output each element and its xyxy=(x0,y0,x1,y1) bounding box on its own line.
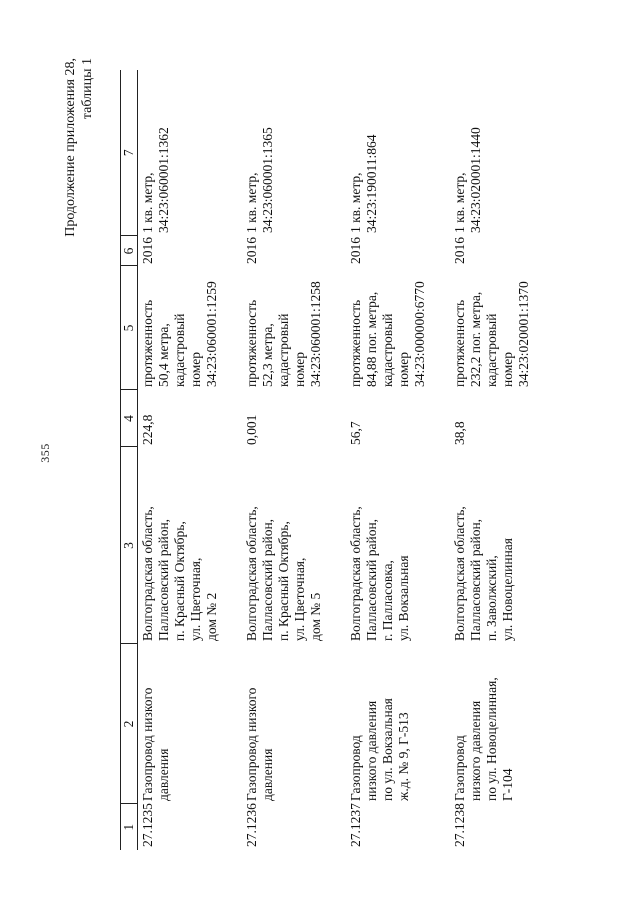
cell-line: ул. Цветочная, xyxy=(292,557,307,641)
cell-line: дом № 2 xyxy=(204,592,219,641)
cell-line: г. Палласовка, xyxy=(380,560,395,641)
year-cell: 2016 xyxy=(140,237,155,264)
land-plot-cell xyxy=(242,70,346,236)
cell-line: низкого давления xyxy=(468,700,483,801)
table-row xyxy=(346,70,450,850)
description-cell xyxy=(450,266,554,390)
cell-line: 50,4 метра, xyxy=(156,323,171,387)
cell-line: низкого давления xyxy=(364,700,379,801)
address-cell xyxy=(138,447,243,644)
cell-line: по ул. Новоцелинная, xyxy=(484,677,499,801)
row-number-cell: 27.1236 xyxy=(244,803,259,847)
cell-line: Волгоградская область, xyxy=(140,506,155,641)
column-header: 1 xyxy=(121,804,138,850)
cell-line: дом № 5 xyxy=(308,592,323,641)
cell-line: Волгоградская область, xyxy=(348,506,363,641)
area-cell: 56,7 xyxy=(348,421,363,445)
column-header: 3 xyxy=(121,447,138,644)
cell-line: номер xyxy=(292,351,307,387)
cell-line: п. Красный Октябрь, xyxy=(276,521,291,641)
area-cell: 38,8 xyxy=(452,421,467,445)
cell-line: Палласовский район, xyxy=(156,518,171,641)
cell-line: Газопровод xyxy=(348,735,363,801)
object-name-cell xyxy=(346,644,450,804)
address-cell xyxy=(450,447,554,644)
cell-line: кадастровый xyxy=(276,313,291,387)
row-number-cell: 27.1235 xyxy=(140,803,155,847)
cell-line: 34:23:060001:1362 xyxy=(156,127,171,233)
area-cell: 224,8 xyxy=(140,414,155,445)
object-name-cell xyxy=(138,644,243,804)
description-cell xyxy=(138,266,243,390)
cell-line: Палласовский район, xyxy=(468,518,483,641)
cell-line: ул. Новоцелинная xyxy=(500,537,515,641)
cell-line: 52,3 метра, xyxy=(260,323,275,387)
year-cell: 2016 xyxy=(244,237,259,264)
table-row xyxy=(242,70,346,850)
cell-line: Волгоградская область, xyxy=(244,506,259,641)
cell-line: 34:23:060001:1259 xyxy=(204,281,219,387)
cell-line: 34:23:020001:1370 xyxy=(516,281,531,387)
row-number-cell: 27.1238 xyxy=(452,803,467,847)
cell-line: 1 кв. метр, xyxy=(140,172,155,233)
table-row xyxy=(138,70,243,850)
cell-line: п. Красный Октябрь, xyxy=(172,521,187,641)
cell-line: 232,2 пог. метра, xyxy=(468,291,483,387)
cell-line: кадастровый xyxy=(484,313,499,387)
cell-line: 34:23:000000:6770 xyxy=(412,281,427,387)
cell-line: 84,88 пог. метра, xyxy=(364,291,379,387)
cell-line: номер xyxy=(396,351,411,387)
cell-line: кадастровый xyxy=(380,313,395,387)
year-cell: 2016 xyxy=(348,237,363,264)
area-cell: 0,001 xyxy=(244,414,259,445)
object-name-cell xyxy=(242,644,346,804)
row-number-cell: 27.1237 xyxy=(348,803,363,847)
cell-line: ул. Цветочная, xyxy=(188,557,203,641)
continuation-note xyxy=(62,58,96,850)
cell-line: протяженность xyxy=(244,299,259,387)
land-plot-cell xyxy=(138,70,243,236)
table-row xyxy=(450,70,554,850)
cell-line: Газопровод низкого xyxy=(140,687,155,801)
cell-line: протяженность xyxy=(140,299,155,387)
cell-line: 34:23:060001:1258 xyxy=(308,281,323,387)
cell-line: ул. Вокзальная xyxy=(396,555,411,641)
page-number: 355 xyxy=(38,443,52,463)
column-number-row xyxy=(121,70,138,850)
property-table xyxy=(120,70,554,850)
cell-line: 1 кв. метр, xyxy=(244,172,259,233)
cell-line: номер xyxy=(500,351,515,387)
column-header: 4 xyxy=(121,390,138,447)
cell-line: Палласовский район, xyxy=(364,518,379,641)
cell-line: протяженность xyxy=(452,299,467,387)
column-header: 5 xyxy=(121,266,138,390)
description-cell xyxy=(346,266,450,390)
cell-line: 1 кв. метр, xyxy=(452,172,467,233)
cell-line: п. Заволжский, xyxy=(484,555,499,641)
cell-line: Палласовский район, xyxy=(260,518,275,641)
cell-line: 34:23:060001:1365 xyxy=(260,127,275,233)
cell-line: давления xyxy=(156,748,171,801)
cell-line: Газопровод низкого xyxy=(244,687,259,801)
cell-line: протяженность xyxy=(348,299,363,387)
column-header: 6 xyxy=(121,236,138,266)
rotated-page-content xyxy=(60,58,580,850)
description-cell xyxy=(242,266,346,390)
year-cell: 2016 xyxy=(452,237,467,264)
cell-line: кадастровый xyxy=(172,313,187,387)
address-cell xyxy=(346,447,450,644)
table-body xyxy=(138,70,555,850)
cell-line: 34:23:190011:864 xyxy=(364,134,379,233)
cell-line: давления xyxy=(260,748,275,801)
object-name-cell xyxy=(450,644,554,804)
cell-line: Волгоградская область, xyxy=(452,506,467,641)
address-cell xyxy=(242,447,346,644)
continuation-line: Продолжение приложения 28, xyxy=(63,58,78,237)
cell-line: ж.д. № 9, Г-513 xyxy=(396,712,411,801)
land-plot-cell xyxy=(450,70,554,236)
continuation-line: таблицы 1 xyxy=(80,58,95,120)
cell-line: Газопровод xyxy=(452,735,467,801)
land-plot-cell xyxy=(346,70,450,236)
column-header: 2 xyxy=(121,644,138,804)
cell-line: по ул. Вокзальная xyxy=(380,698,395,801)
column-header: 7 xyxy=(121,70,138,236)
cell-line: номер xyxy=(188,351,203,387)
cell-line: Г-104 xyxy=(500,768,515,801)
cell-line: 34:23:020001:1440 xyxy=(468,127,483,233)
cell-line: 1 кв. метр, xyxy=(348,172,363,233)
